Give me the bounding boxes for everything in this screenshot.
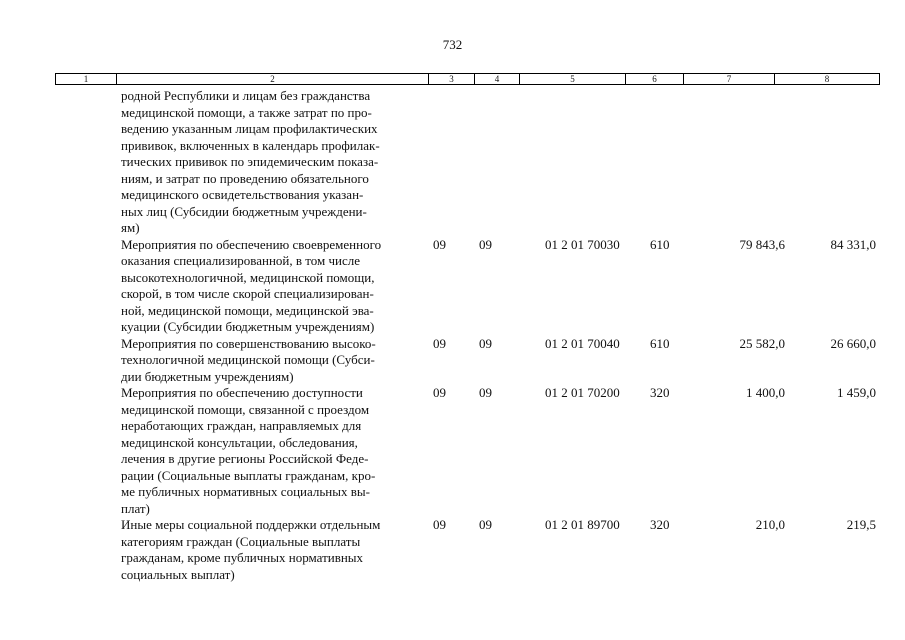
column-header-6: 6 <box>625 74 683 84</box>
table-row <box>121 517 880 583</box>
table-row <box>121 336 880 386</box>
row-expense-type: 610 <box>650 236 670 252</box>
table-body <box>121 88 880 583</box>
row-amount-1: 79 843,6 <box>739 236 785 252</box>
column-header-8: 8 <box>774 74 879 84</box>
column-header-1: 1 <box>83 74 89 84</box>
row-amount-1: 25 582,0 <box>739 335 785 351</box>
table-row <box>121 385 880 517</box>
row-amount-2: 26 660,0 <box>830 335 876 351</box>
row-expense-type: 320 <box>650 385 670 400</box>
column-header-row <box>55 73 880 85</box>
row-amount-2: 1 459,0 <box>837 385 876 400</box>
row-target-code: 01 2 01 70200 <box>545 385 620 400</box>
row-description: Мероприятия по обеспечению своевременного оказания специализированной, в том числе высокотехнологичной, медицинской помощи, скорой, в том числе скорой специализирован- ной, медицинской помощи, медицинской эва- куации (Субсидии бюджетным учреждениям) <box>121 236 382 334</box>
row-description: родной Республики и лицам без гражданства медицинской помощи, а также затрат по про- ведению указанным лицам профилактических прививок, включенных в календарь профилак- тических прививок по эпидемическим показа- ниям, и затрат по проведению обязательного медицинского освидетельствования указан- ных лиц (Субсидии бюджетным учреждени- ям) <box>121 88 380 235</box>
row-amount-1: 1 400,0 <box>746 385 785 400</box>
table-row <box>121 237 880 336</box>
row-section: 09 <box>433 385 446 400</box>
row-amount-2: 219,5 <box>846 517 876 532</box>
column-header-5: 5 <box>519 74 625 84</box>
row-expense-type: 610 <box>650 335 670 351</box>
row-section: 09 <box>433 517 446 532</box>
column-header-4: 4 <box>474 74 519 84</box>
row-description: Иные меры социальной поддержки отдельным категориям граждан (Социальные выплаты гражданам, кроме публичных нормативных социальных выплат) <box>121 517 381 582</box>
column-header-3: 3 <box>428 74 474 84</box>
row-expense-type: 320 <box>650 517 670 532</box>
row-target-code: 01 2 01 70040 <box>545 335 620 351</box>
column-header-2: 2 <box>116 74 428 84</box>
page-number: 732 <box>442 37 463 52</box>
row-amount-1: 210,0 <box>755 517 785 532</box>
row-subsection: 09 <box>479 236 492 252</box>
table-row <box>121 88 880 237</box>
row-target-code: 01 2 01 89700 <box>545 517 620 532</box>
row-description: Мероприятия по совершенствованию высоко- технологичной медицинской помощи (Субси- дии бюджетным учреждениям) <box>121 335 376 384</box>
row-subsection: 09 <box>479 517 492 532</box>
row-subsection: 09 <box>479 385 492 400</box>
row-target-code: 01 2 01 70030 <box>545 236 620 252</box>
row-description: Мероприятия по обеспечению доступности медицинской помощи, связанной с проездом неработающих граждан, направляемых для медицинской консультации, обследования, лечения в другие регионы Российской Феде- рации (Социальные выплаты гражданам, кро- ме публичных нормативных социальных вы- плат) <box>121 385 376 516</box>
row-subsection: 09 <box>479 335 492 351</box>
row-amount-2: 84 331,0 <box>830 236 876 252</box>
row-section: 09 <box>433 335 446 351</box>
column-header-7: 7 <box>683 74 774 84</box>
row-section: 09 <box>433 236 446 252</box>
